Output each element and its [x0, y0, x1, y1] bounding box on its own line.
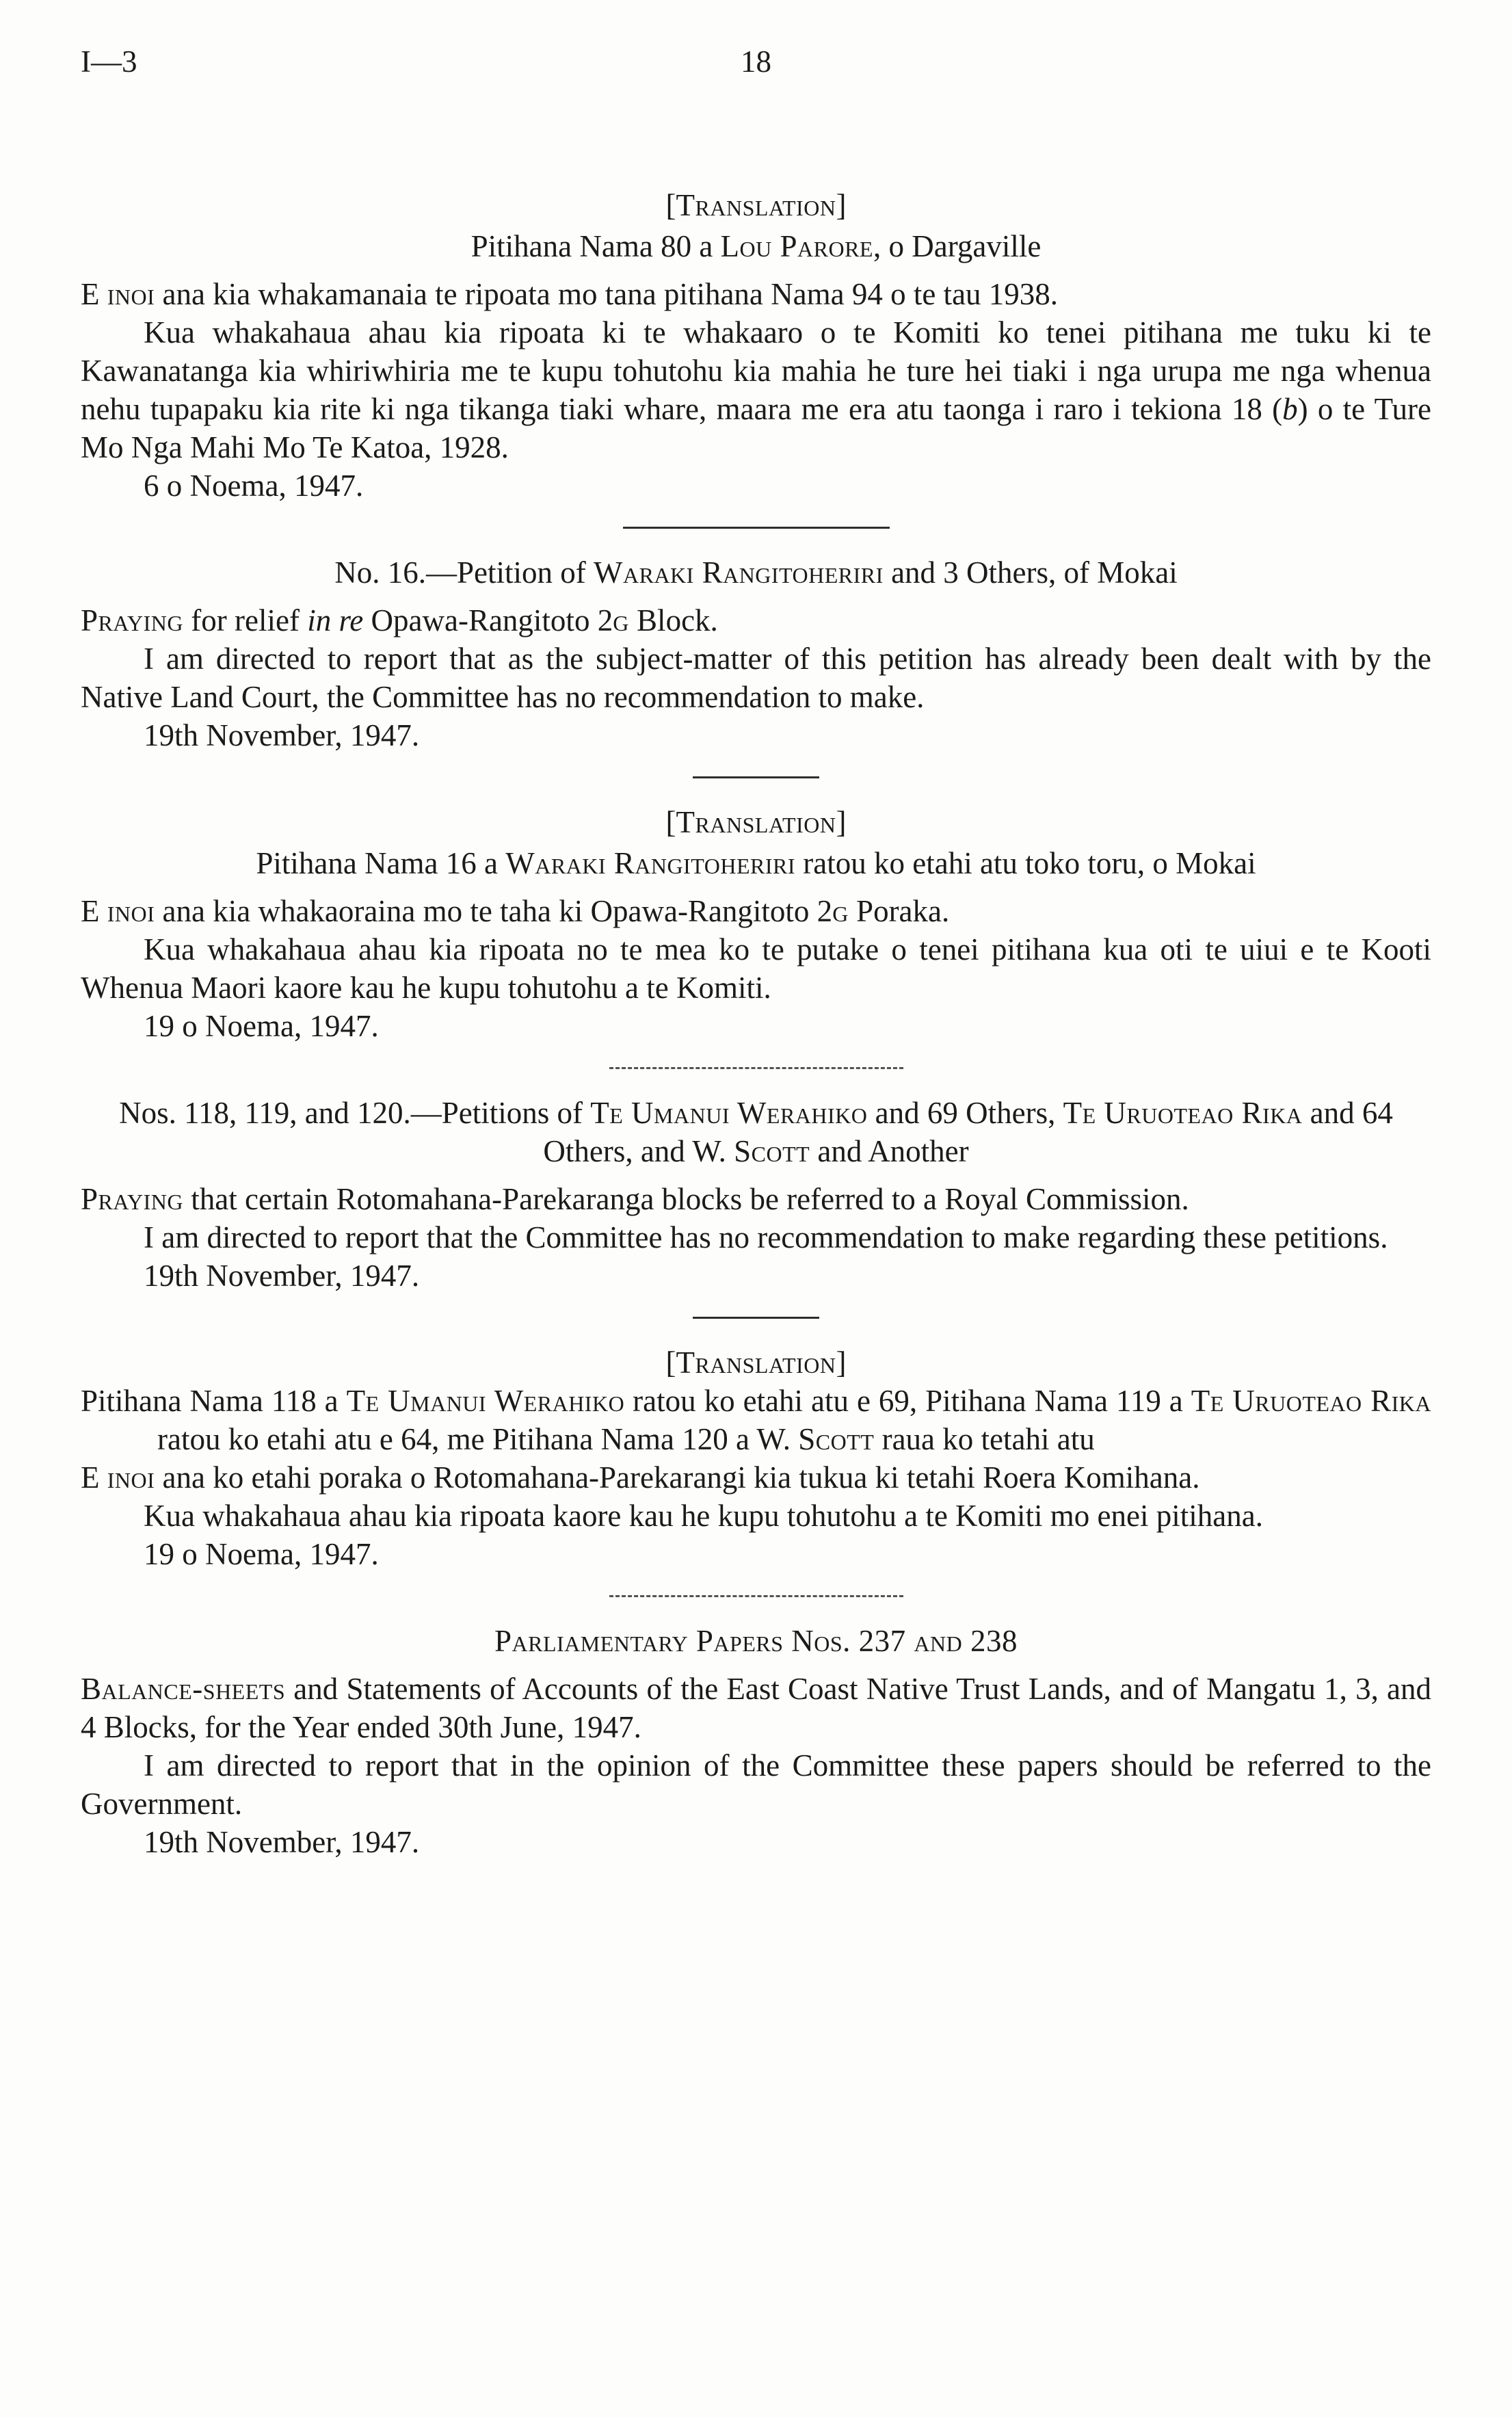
date-line [81, 1535, 1431, 1573]
text-run: and Another [810, 1134, 969, 1168]
text-run: E [81, 277, 107, 311]
text-run: ) o te Ture Mo Nga Mahi Mo Te Katoa, 1928. [81, 392, 1431, 464]
text-run: No. 16.—Petition of [334, 555, 594, 590]
text-run: Pitihana Nama 118 a [81, 1384, 347, 1418]
text-run: g [832, 894, 849, 928]
text-run: , o Dargaville [873, 229, 1042, 263]
text-run: inoi [107, 1460, 155, 1495]
paragraph [81, 1746, 1431, 1823]
section-divider [609, 1595, 903, 1597]
paragraph [81, 892, 1431, 930]
section [81, 553, 1431, 754]
text-run: Te Uruoteao Rika [1063, 1096, 1303, 1130]
text-run: Praying [81, 1182, 184, 1216]
translation-label [81, 1343, 1431, 1382]
text-run: for relief [183, 603, 308, 638]
date-line [81, 466, 1431, 505]
text-run: [ [665, 188, 676, 222]
section-divider [609, 1067, 903, 1069]
section-heading [81, 553, 1431, 592]
page-header [81, 42, 1431, 83]
section [81, 186, 1431, 505]
text-run: [ [665, 1345, 676, 1380]
text-run: inoi [107, 894, 155, 928]
paragraph [81, 640, 1431, 716]
text-run: Pitihana Nama 80 a [470, 229, 721, 263]
text-run: ana kia whakaoraina mo te taha ki Opawa-Rangitoto 2 [155, 894, 833, 928]
text-run: Scott [798, 1422, 875, 1456]
text-run: Praying [81, 603, 184, 638]
text-run: Translation [676, 1345, 836, 1380]
text-run: Kua whakahaua ahau kia ripoata ki te whakaaro o te Komiti ko tenei pitihana me tuku ki te Kawanatanga kia whiriwhiria me te kupu tohutohu kia mahia he ture hei tiaki i nga urupa me nga whenua nehu tupapaku kia rite ki nga tikanga tiaki whare, maara me era atu taonga i raro i tekiona 18 ( [81, 315, 1431, 426]
paragraph [81, 1180, 1431, 1218]
section-heading [81, 1622, 1431, 1660]
page-number: 18 [741, 44, 771, 79]
paragraph [81, 1458, 1431, 1497]
folio-number: I—3 [81, 44, 137, 79]
text-run: E [81, 1460, 107, 1495]
section-divider [623, 527, 890, 529]
paragraph [81, 1218, 1431, 1257]
text-run: ] [836, 1345, 847, 1380]
text-run: Translation [676, 188, 836, 222]
paragraph [81, 313, 1431, 466]
section-divider [693, 1317, 819, 1319]
text-run: ratou ko etahi atu e 69, Pitihana Nama 119 a [624, 1384, 1191, 1418]
text-run: inoi [107, 277, 155, 311]
text-run: ana ko etahi poraka o Rotomahana-Parekarangi kia tukua ki tetahi Roera Komihana. [155, 1460, 1200, 1495]
text-run: Waraki Rangitoheriri [505, 846, 796, 880]
paragraph [81, 601, 1431, 640]
text-run: and 3 Others, of Mokai [883, 555, 1178, 590]
text-run: Opawa-Rangitoto 2 [363, 603, 613, 638]
text-run: and 64 Others, and W. [543, 1096, 1393, 1168]
text-run: [ [665, 805, 676, 839]
paragraph [81, 1670, 1431, 1746]
section [81, 803, 1431, 1045]
text-run: 19th November, 1947. [144, 1825, 420, 1859]
section-divider [693, 776, 819, 778]
text-run: ratou ko etahi atu e 64, me Pitihana Nama 120 a W. [157, 1422, 799, 1456]
text-run: raua ko tetahi atu [874, 1422, 1095, 1456]
text-run: Te Umanui Werahiko [346, 1384, 625, 1418]
section-heading [81, 844, 1431, 882]
text-run: 19th November, 1947. [144, 718, 420, 752]
date-line [81, 1007, 1431, 1045]
text-run: Poraka. [848, 894, 950, 928]
text-run: Waraki Rangitoheriri [594, 555, 884, 590]
section [81, 1622, 1431, 1861]
section-heading [81, 1094, 1431, 1170]
translation-label [81, 803, 1431, 841]
text-run: Nos. 118, 119, and 120.—Petitions of [119, 1096, 591, 1130]
section [81, 1094, 1431, 1295]
text-run: b [1282, 392, 1298, 426]
text-run: Te Uruoteao Rika [1191, 1384, 1431, 1418]
text-run: ratou ko etahi atu toko toru, o Mokai [795, 846, 1256, 880]
text-run: Translation [676, 805, 836, 839]
text-run: Parliamentary Papers Nos. 237 and 238 [494, 1624, 1018, 1658]
document-body [81, 186, 1431, 1861]
text-run: Te Umanui Werahiko [590, 1096, 868, 1130]
section [81, 1343, 1431, 1573]
text-run: I am directed to report that as the subject-matter of this petition has already been dealt with by the Native Land Court, the Committee has no recommendation to make. [81, 642, 1431, 714]
text-run: Scott [734, 1134, 810, 1168]
text-run: that certain Rotomahana-Parekaranga blocks be referred to a Royal Commission. [183, 1182, 1189, 1216]
text-run: 6 o Noema, 1947. [144, 469, 364, 503]
text-run: ] [836, 188, 847, 222]
date-line [81, 1823, 1431, 1861]
text-run: Pitihana Nama 16 a [256, 846, 506, 880]
date-line [81, 1257, 1431, 1295]
text-run: and Statements of Accounts of the East Coast Native Trust Lands, and of Mangatu 1, 3, and 4 Blocks, for the Year ended 30th June, 1947. [81, 1672, 1431, 1744]
paragraph [81, 275, 1431, 313]
text-run: g [613, 603, 629, 638]
text-run: ] [836, 805, 847, 839]
section-heading [81, 227, 1431, 265]
paragraph [81, 1382, 1431, 1458]
text-run: in re [307, 603, 364, 638]
text-run: 19 o Noema, 1947. [144, 1009, 379, 1043]
text-run: 19th November, 1947. [144, 1259, 420, 1293]
paragraph [81, 1497, 1431, 1535]
text-run: Kua whakahaua ahau kia ripoata kaore kau he kupu tohutohu a te Komiti mo enei pitihana. [144, 1499, 1263, 1533]
text-run: I am directed to report that in the opinion of the Committee these papers should be referred to the Government. [81, 1748, 1431, 1821]
text-run: I am directed to report that the Committee has no recommendation to make regarding these petitions. [144, 1220, 1388, 1254]
text-run: 19 o Noema, 1947. [144, 1537, 379, 1571]
text-run: E [81, 894, 107, 928]
text-run: Kua whakahaua ahau kia ripoata no te mea ko te putake o tenei pitihana kua oti te uiui e te Kooti Whenua Maori kaore kau he kupu tohutohu a te Komiti. [81, 932, 1431, 1005]
text-run: Lou Parore [720, 229, 873, 263]
date-line [81, 716, 1431, 754]
text-run: Balance-sheets [81, 1672, 286, 1706]
text-run: and 69 Others, [867, 1096, 1063, 1130]
text-run: ana kia whakamanaia te ripoata mo tana pitihana Nama 94 o te tau 1938. [155, 277, 1059, 311]
translation-label [81, 186, 1431, 224]
paragraph [81, 930, 1431, 1007]
text-run: Block. [628, 603, 718, 638]
